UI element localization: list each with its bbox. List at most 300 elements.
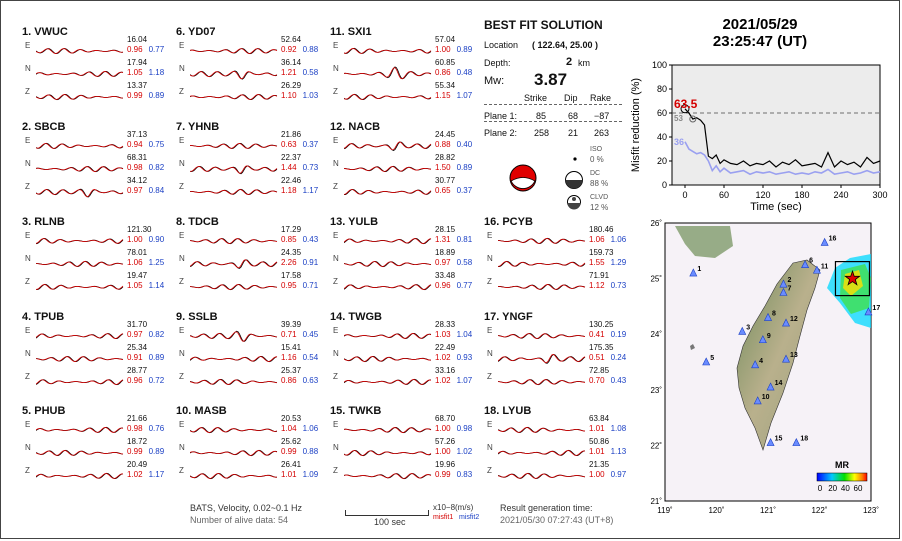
amplitude-value: 15.41 (281, 343, 302, 352)
component-label: E (333, 420, 339, 429)
misfit-values (589, 424, 626, 433)
station-panel (330, 26, 488, 122)
component-label: Z (333, 466, 338, 475)
misfit2-value: 0.89 (148, 353, 165, 362)
amplitude-value: 22.37 (281, 153, 302, 162)
waveform-trace (344, 276, 432, 298)
misfit1-value: 1.21 (281, 68, 297, 77)
misfit1-value: 1.03 (435, 330, 451, 339)
misfit2-value: 0.72 (148, 376, 165, 385)
misfit-values (435, 140, 472, 149)
component-row (22, 225, 180, 252)
waveform-trace (344, 230, 432, 252)
component-row (22, 81, 180, 108)
misfit1-value: 1.05 (127, 68, 143, 77)
misfit1-value: 1.16 (281, 353, 297, 362)
component-label: E (179, 326, 185, 335)
misfit1-value: 2.26 (281, 258, 297, 267)
component-row (22, 58, 180, 85)
amplitude-value: 68.31 (127, 153, 148, 162)
location-value: ( 122.64, 25.00 ) (532, 40, 599, 50)
amplitude-value: 21.86 (281, 130, 302, 139)
station-marker-label: 2 (787, 277, 792, 285)
misfit2-value: 0.45 (302, 330, 319, 339)
observed-trace (36, 71, 123, 76)
synthetic-trace (498, 451, 585, 456)
misfit-values (435, 424, 472, 433)
station-panel (22, 216, 180, 312)
misfit2-value: 0.83 (456, 470, 473, 479)
clvd-value: 12 % (590, 203, 609, 212)
misfit-values (281, 470, 318, 479)
component-row (176, 176, 334, 203)
map-ytick-label: 23˚ (650, 385, 662, 395)
amplitude-value: 57.04 (435, 35, 456, 44)
component-row (22, 437, 180, 464)
synthetic-trace (344, 356, 431, 361)
table-divider-2 (484, 121, 622, 122)
waveform-trace (344, 253, 432, 275)
plane1-strike: 85 (536, 111, 547, 121)
misfit-values (281, 424, 318, 433)
synthetic-trace (498, 380, 585, 385)
waveform-trace (344, 86, 432, 108)
amplitude-value: 26.41 (281, 460, 302, 469)
synthetic-trace (190, 190, 277, 195)
misfit1-value: 1.10 (281, 91, 297, 100)
dc-value: 88 % (590, 179, 609, 188)
synthetic-trace (344, 142, 431, 150)
component-row (484, 343, 642, 370)
event-time: 23:25:47 (UT) (712, 33, 808, 50)
component-label: E (25, 231, 31, 240)
component-row (176, 271, 334, 298)
component-row (176, 81, 334, 108)
station-panel (22, 26, 180, 122)
misfit2-value: 0.76 (148, 424, 165, 433)
station-name: 7. YHNB (176, 121, 220, 133)
misfit2-value: 0.89 (456, 163, 473, 172)
misfit1-value: 1.01 (589, 447, 605, 456)
misfit1-value: 1.00 (127, 235, 143, 244)
misfit2-value: 0.58 (302, 68, 319, 77)
component-row (330, 130, 488, 157)
misfit2-value: 0.71 (302, 281, 319, 290)
mr-colorbar-tick: 0 (817, 484, 823, 493)
component-row (176, 248, 334, 275)
synthetic-trace (344, 474, 431, 479)
station-panel (22, 405, 180, 501)
component-label: N (487, 443, 493, 452)
component-row (330, 225, 488, 252)
component-label: Z (333, 277, 338, 286)
component-row (484, 460, 642, 487)
component-label: Z (25, 277, 30, 286)
misfit-values (589, 281, 626, 290)
component-row (176, 35, 334, 62)
waveform-trace (498, 325, 586, 347)
amplitude-value: 26.29 (281, 81, 302, 90)
waveform-trace (498, 442, 586, 464)
misfit1-value: 1.31 (435, 235, 451, 244)
misfit2-value: 0.43 (302, 235, 319, 244)
station-marker-label: 6 (809, 257, 813, 265)
component-label: E (333, 326, 339, 335)
misfit1-value: 1.06 (589, 235, 605, 244)
amplitude-value: 33.16 (435, 366, 456, 375)
misfit1-value: 0.86 (435, 68, 451, 77)
station-name: 18. LYUB (484, 405, 532, 417)
synthetic-trace (344, 68, 431, 79)
waveform-trace (498, 348, 586, 370)
component-label: Z (333, 87, 338, 96)
misfit2-value: 0.77 (148, 45, 165, 54)
waveform-trace (36, 135, 124, 157)
plane2-label: Plane 2: (484, 128, 518, 138)
waveform-trace (190, 253, 278, 275)
component-label: Z (25, 372, 30, 381)
station-marker-label: 12 (790, 316, 798, 324)
component-row (22, 414, 180, 441)
amplitude-value: 71.91 (589, 271, 610, 280)
waveform-trace (190, 40, 278, 62)
observed-trace (36, 189, 123, 197)
component-row (22, 176, 180, 203)
misfit-values (435, 68, 472, 77)
station-panel (176, 216, 334, 312)
component-label: Z (333, 182, 338, 191)
misfit-values (589, 258, 626, 267)
station-name: 8. TDCB (176, 216, 219, 228)
waveform-trace (498, 371, 586, 393)
component-row (330, 248, 488, 275)
misfit-values (435, 258, 472, 267)
observed-trace (344, 333, 431, 338)
plane2-strike: 258 (534, 128, 550, 138)
misfit-values (435, 470, 472, 479)
component-row (484, 271, 642, 298)
misfit-values (127, 424, 164, 433)
mr-colorbar-tick: 40 (840, 484, 850, 493)
component-label: Z (487, 466, 492, 475)
station-marker-label: 10 (761, 393, 770, 401)
beachball-icon (508, 163, 538, 193)
amplitude-value: 20.49 (127, 460, 148, 469)
component-row (330, 320, 488, 347)
mr-ytick-label: 80 (656, 84, 667, 94)
misfit2-value: 0.90 (148, 235, 165, 244)
amplitude-value: 55.34 (435, 81, 456, 90)
misfit2-value: 0.37 (456, 186, 473, 195)
component-label: E (179, 41, 185, 50)
component-label: E (25, 41, 31, 50)
depth-label: Depth: (484, 58, 511, 68)
misfit1-value: 0.97 (127, 330, 143, 339)
waveform-trace (190, 63, 278, 85)
misfit-reduction-chart (625, 58, 895, 218)
station-name: 4. TPUB (22, 311, 65, 323)
component-row (176, 343, 334, 370)
misfit-values (281, 163, 318, 172)
misfit2-value: 0.77 (456, 281, 473, 290)
misfit2-value: 0.75 (148, 140, 165, 149)
component-row (330, 437, 488, 464)
misfit-values (281, 235, 318, 244)
misfit-values (435, 330, 472, 339)
misfit-values (281, 140, 318, 149)
station-name: 11. SXI1 (330, 26, 372, 38)
result-time: 2021/05/30 07:27:43 (UT+8) (500, 515, 614, 525)
misfit2-value: 0.82 (148, 163, 165, 172)
misfit-values (435, 376, 472, 385)
amplitude-value: 68.70 (435, 414, 456, 423)
station-panel (484, 311, 642, 407)
misfit2-value: 0.43 (610, 376, 627, 385)
synthetic-trace (344, 428, 431, 433)
waveform-trace (36, 253, 124, 275)
map-xtick-label: 123˚ (862, 506, 880, 515)
misfit1-value: 0.88 (435, 140, 451, 149)
component-label: E (333, 136, 339, 145)
misfit1-value: 0.41 (589, 330, 605, 339)
misfit-values (435, 447, 472, 456)
waveform-trace (344, 419, 432, 441)
station-map (645, 218, 900, 523)
component-row (330, 81, 488, 108)
synthetic-trace (190, 474, 277, 479)
mr-ytick-label: 100 (651, 60, 667, 70)
misfit2-value: 0.84 (148, 186, 165, 195)
misfit2-value: 0.63 (302, 376, 319, 385)
mr-xtick-label: 120 (755, 190, 771, 200)
misfit2-value: 0.73 (302, 163, 319, 172)
misfit1-value: 1.02 (127, 470, 143, 479)
map-xtick-label: 121˚ (759, 506, 777, 515)
amplitude-value: 19.47 (127, 271, 148, 280)
component-row (22, 153, 180, 180)
misfit1-value: 1.00 (589, 470, 605, 479)
misfit-values (281, 353, 318, 362)
misfit1-value: 1.12 (589, 281, 605, 290)
misfit-values (127, 447, 164, 456)
misfit2-value: 1.07 (456, 91, 473, 100)
col-strike: Strike (524, 93, 548, 103)
component-label: E (179, 420, 185, 429)
waveform-trace (344, 465, 432, 487)
component-label: N (333, 349, 339, 358)
observed-trace (36, 427, 123, 432)
component-row (484, 414, 642, 441)
amplitude-value: 30.77 (435, 176, 456, 185)
waveform-trace (190, 181, 278, 203)
station-marker-label: 16 (828, 235, 837, 243)
station-name: 16. PCYB (484, 216, 533, 228)
station-panel (176, 311, 334, 407)
amplitude-value: 31.70 (127, 320, 148, 329)
misfit2-value: 0.97 (610, 470, 627, 479)
station-name: 15. TWKB (330, 405, 382, 417)
waveform-trace (36, 276, 124, 298)
misfit2-value: 1.02 (456, 447, 473, 456)
component-row (484, 320, 642, 347)
best-fit-title: BEST FIT SOLUTION (484, 18, 603, 32)
misfit1-value: 1.50 (435, 163, 451, 172)
synthetic-trace (498, 474, 585, 479)
component-label: N (179, 349, 185, 358)
time-scale-bar (345, 510, 429, 516)
component-label: Z (179, 277, 184, 286)
clvd-label: CLVD (590, 194, 609, 201)
misfit1-value: 1.44 (281, 163, 297, 172)
misfit1-value: 1.05 (127, 281, 143, 290)
misfit1-value: 1.01 (589, 424, 605, 433)
misfit2-value: 0.19 (610, 330, 627, 339)
misfit-values (435, 235, 472, 244)
clvd-icon (566, 194, 582, 210)
misfit-values (127, 91, 164, 100)
misfit-values (127, 470, 164, 479)
misfit1-value: 0.71 (281, 330, 297, 339)
misfit-values (435, 281, 472, 290)
station-marker-label: 18 (800, 435, 809, 443)
misfit-values (435, 353, 472, 362)
misfit-values (281, 447, 318, 456)
station-marker-label: 8 (772, 310, 776, 318)
waveform-trace (344, 63, 432, 85)
component-label: N (333, 64, 339, 73)
misfit-values (435, 45, 472, 54)
component-row (22, 35, 180, 62)
component-label: Z (179, 87, 184, 96)
waveform-trace (344, 158, 432, 180)
amplitude-value: 24.35 (281, 248, 302, 257)
misfit1-label: misfit1 (433, 514, 454, 521)
misfit-values (281, 91, 318, 100)
amplitude-value: 57.26 (435, 437, 456, 446)
component-row (484, 248, 642, 275)
iso-icon (570, 154, 580, 164)
dc-icon (564, 170, 584, 190)
mr-colorbar-tick: 60 (853, 484, 863, 493)
misfit-values (127, 235, 164, 244)
amplitude-value: 18.72 (127, 437, 148, 446)
plane2-rake: 263 (594, 128, 610, 138)
station-panel (22, 121, 180, 217)
misfit1-value: 0.86 (281, 376, 297, 385)
component-row (22, 320, 180, 347)
waveform-trace (190, 135, 278, 157)
component-row (176, 130, 334, 157)
station-name: 14. TWGB (330, 311, 382, 323)
misfit2-value: 0.54 (302, 353, 319, 362)
units-label: x10−8(m/s) (433, 503, 474, 512)
observed-trace (344, 94, 431, 99)
station-name: 12. NACB (330, 121, 381, 133)
waveform-trace (190, 230, 278, 252)
waveform-trace (498, 253, 586, 275)
waveform-trace (36, 465, 124, 487)
component-label: E (487, 326, 493, 335)
misfit1-value: 0.98 (127, 163, 143, 172)
misfit2-value: 1.06 (610, 235, 627, 244)
observed-trace (498, 354, 585, 363)
station-panel (176, 405, 334, 501)
misfit1-value: 1.02 (435, 376, 451, 385)
component-label: N (25, 349, 31, 358)
misfit1-value: 1.18 (281, 186, 297, 195)
amplitude-value: 25.62 (281, 437, 302, 446)
component-label: N (179, 159, 185, 168)
misfit2-value: 1.04 (456, 330, 473, 339)
misfit2-value: 0.48 (456, 68, 473, 77)
synthetic-trace (190, 49, 277, 54)
station-marker-label: 1 (697, 266, 702, 274)
waveform-trace (190, 325, 278, 347)
mw-label: Mw: (484, 75, 505, 87)
iso-value: 0 % (590, 155, 604, 164)
misfit2-value: 1.14 (148, 281, 165, 290)
waveform-trace (36, 63, 124, 85)
event-date: 2021/05/29 (722, 16, 798, 33)
waveform-trace (36, 371, 124, 393)
misfit2-value: 0.89 (148, 91, 165, 100)
misfit2-value: 1.09 (302, 470, 319, 479)
component-label: E (25, 326, 31, 335)
misfit1-value: 1.00 (435, 447, 451, 456)
col-rake: Rake (590, 93, 612, 103)
depth-value: 2 (566, 56, 573, 68)
station-panel (330, 216, 488, 312)
misfit1-value: 0.99 (281, 447, 297, 456)
map-ytick-label: 21˚ (650, 497, 662, 506)
misfit2-value: 1.17 (148, 470, 165, 479)
mr-colorbar-label: MR (835, 460, 849, 470)
misfit-values (127, 163, 164, 172)
amplitude-value: 28.77 (127, 366, 148, 375)
misfit-values (589, 235, 626, 244)
waveform-trace (190, 442, 278, 464)
misfit-values (435, 163, 472, 172)
station-marker-label: 11 (820, 263, 829, 271)
component-label: E (179, 231, 185, 240)
component-label: N (25, 159, 31, 168)
waveform-trace (190, 158, 278, 180)
misfit2-value: 1.29 (610, 258, 627, 267)
misfit2-value: 0.73 (610, 281, 627, 290)
synthetic-trace (190, 239, 277, 244)
map-ytick-label: 25˚ (650, 274, 662, 284)
amplitude-value: 39.39 (281, 320, 302, 329)
station-marker-label: 9 (766, 332, 771, 340)
mr-curve2-marker-label: 36 (674, 136, 685, 147)
station-marker-label: 14 (774, 380, 783, 388)
misfit-values (589, 330, 626, 339)
component-label: N (179, 443, 185, 452)
station-name: 1. VWUC (22, 26, 68, 38)
misfit1-value: 1.15 (435, 91, 451, 100)
mr-xlabel: Time (sec) (750, 201, 802, 213)
misfit1-value: 0.96 (127, 45, 143, 54)
station-name: 13. YULB (330, 216, 379, 228)
map-xtick-label: 120˚ (708, 506, 725, 515)
amplitude-value: 24.45 (435, 130, 456, 139)
station-name: 17. YNGF (484, 311, 533, 323)
synthetic-trace (36, 189, 123, 196)
waveform-trace (344, 181, 432, 203)
mr-xtick-label: 300 (872, 190, 888, 200)
synthetic-trace (36, 49, 123, 54)
synthetic-trace (344, 285, 431, 290)
